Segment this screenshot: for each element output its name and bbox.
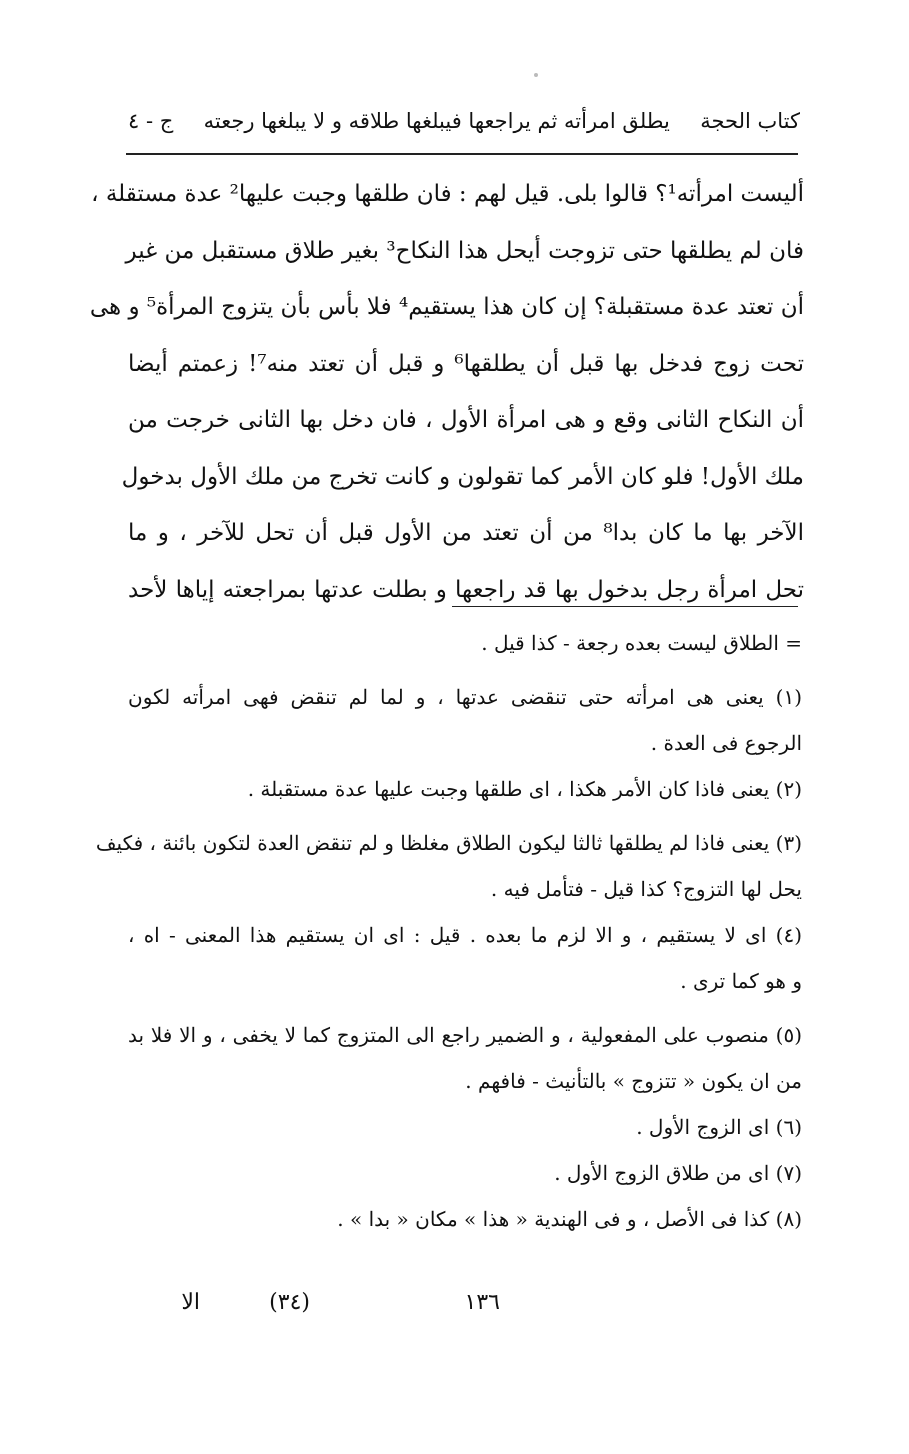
main-text <box>89 166 804 618</box>
main-text-line: أن تعتد عدة مستقبلة؟ إن كان هذا يستقيم⁴ فلا بأس بأن يتزوج المرأة⁵ و هى <box>89 294 804 320</box>
footnote-line: (٣) يعنى فاذا لم يطلقها ثالثا ليكون الطلاق مغلظا و لم تنقض العدة لتكون بائنة ، فكيف <box>95 831 802 855</box>
footnote-line: (٢) يعنى فاذا كان الأمر هكذا ، اى طلقها وجبت عليها عدة مستقبلة . <box>247 777 802 801</box>
footnote <box>95 820 802 912</box>
footnote <box>128 620 802 666</box>
volume-label: ج - ٤ <box>128 109 174 133</box>
footnote-line: و هو كما ترى . <box>680 969 802 993</box>
running-title: يطلق امرأته ثم يراجعها فيبلغها طلاقه و لا يبلغها رجعته <box>203 109 670 133</box>
footnote <box>128 1196 802 1242</box>
footnote-rule <box>452 606 798 607</box>
footnote-line: الرجوع فى العدة . <box>650 731 802 755</box>
main-text-line: أن النكاح الثانى وقع و هى امرأة الأول ، فان دخل بها الثانى خرجت من <box>128 407 804 433</box>
footnote <box>128 912 802 1004</box>
footnote-line: (١) يعنى هى امرأته حتى تنقضى عدتها ، و لما لم تنقض فهى امرأته لكون <box>128 685 802 709</box>
footnote-line: (٥) منصوب على المفعولية ، و الضمير راجع الى المتزوج كما لا يخفى ، و الا فلا بد <box>128 1023 802 1047</box>
catchword: الا <box>181 1290 200 1315</box>
main-text-line: فان لم يطلقها حتى تزوجت أيحل هذا النكاح³ بغير طلاق مستقبل من غير <box>125 237 804 264</box>
footnote-line: (٤) اى لا يستقيم ، و الا لزم ما بعده . قيل : اى ان يستقيم هذا المعنى - اه ، <box>128 923 802 947</box>
main-text-line: أليست امرأته¹؟ قالوا بلى. قيل لهم : فان طلقها وجبت عليها² عدة مستقلة ، <box>91 181 804 207</box>
page-number: ١٣٦ <box>464 1290 500 1315</box>
book-title: كتاب الحجة <box>700 109 800 133</box>
footnote-line: = الطلاق ليست بعده رجعة - كذا قيل . <box>481 631 802 655</box>
footnote-line: (٦) اى الزوج الأول . <box>636 1115 802 1139</box>
scan-speck <box>534 73 538 77</box>
main-text-line: تحل امرأة رجل بدخول بها قد راجعها و بطلت عدتها بمراجعته إياها لأحد <box>128 576 804 603</box>
footnote <box>128 1150 802 1196</box>
footnote-line: من ان يكون « تتزوج » بالتأنيث - فافهم . <box>465 1069 802 1093</box>
footnote <box>128 674 802 766</box>
footnote <box>128 766 802 812</box>
footnote-line: يحل لها التزوج؟ كذا قيل - فتأمل فيه . <box>490 877 802 901</box>
footnote <box>128 1012 802 1104</box>
main-text-line: ملك الأول! فلو كان الأمر كما تقولون و كانت تخرج من ملك الأول بدخول <box>121 463 804 490</box>
page-footer <box>128 1290 800 1330</box>
footnote-line: (٧) اى من طلاق الزوج الأول . <box>554 1161 802 1185</box>
header-rule <box>126 153 798 155</box>
page-header <box>128 106 800 146</box>
main-text-line: الآخر بها ما كان بدا⁸ من أن تعتد من الأول قبل أن تحل للآخر ، و ما <box>128 520 804 546</box>
main-text-line: تحت زوج فدخل بها قبل أن يطلقها⁶ و قبل أن تعتد منه⁷! زعمتم أيضا <box>128 350 804 377</box>
footnote <box>128 1104 802 1150</box>
footnotes <box>95 620 802 1242</box>
footnote-line: (٨) كذا فى الأصل ، و فى الهندية « هذا » مكان « بدا » . <box>337 1207 802 1231</box>
signature-mark: (٣٤) <box>269 1290 310 1315</box>
